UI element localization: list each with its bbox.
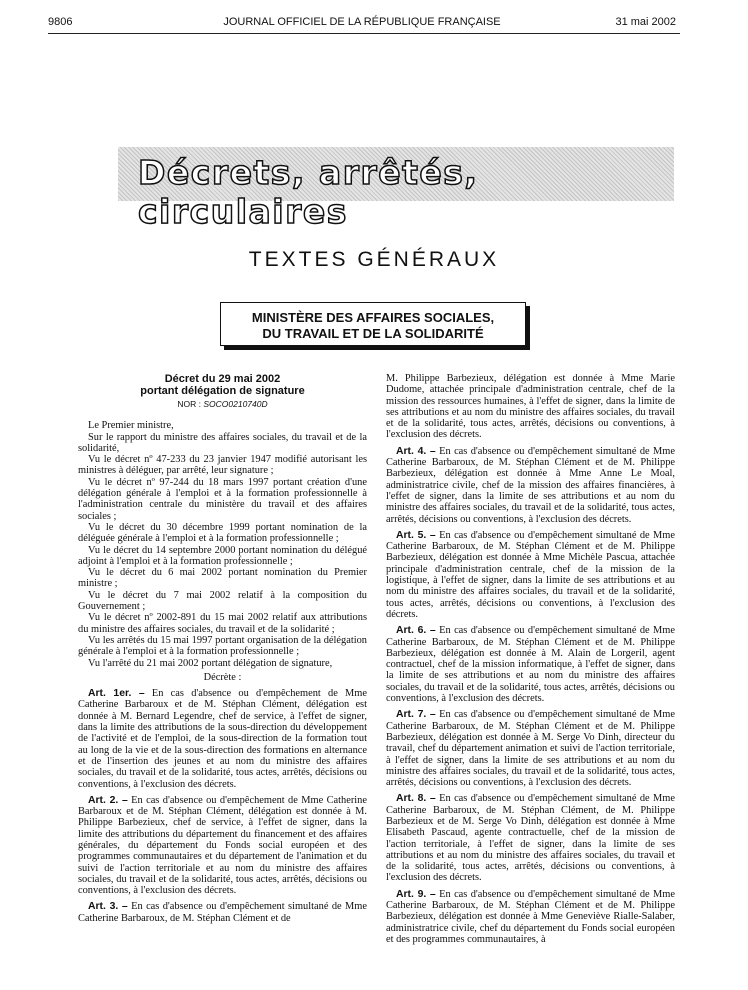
visa: Vu le décret nº 47-233 du 23 janvier 1947 modifié autorisant les ministres à déléguer, par arrêté, leur signature ; bbox=[78, 454, 367, 477]
article-text: En cas d'absence ou d'empêchement de Mme Catherine Barbaroux et de M. Stéphan Clément, délégation est donnée à M. Philippe Barbezieux, chef de service, à l'effet de signer, dans la limite des attributions du département du financement et des affaires générales, du département du Fonds social européen et des programmes communautaires et du département de l'animation et du suivi de l'action territoriale et au nom du ministre des affaires sociales, du travail et de la solidarité, tous actes, arrêtés, décisions ou conventions, à l'exclusion des décrets. bbox=[78, 794, 367, 897]
decrete: Décrète : bbox=[203, 671, 242, 683]
article-text: En cas d'absence ou d'empêchement simultané de Mme Catherine Barbaroux, de M. Stéphan Clément et de M. Philippe Barbezieux, délégation est donnée à Mme Michèle Pascua, attachée principale d'administration centrale, chef de la mission de la logistique, à l'effet de signer, dans la limite de ses attributions et au nom du ministre des affaires sociales, du travail et de la solidarité, tous actes, arrêtés, décisions ou conventions, à l'exclusion des décrets. bbox=[386, 529, 675, 620]
section-heading: TEXTES GÉNÉRAUX bbox=[248, 248, 500, 271]
decree-subtitle: portant délégation de signature bbox=[140, 385, 305, 397]
article-label: Art. 4. – bbox=[396, 445, 436, 457]
right-column bbox=[386, 373, 675, 945]
nor-code: SOCO0210740D bbox=[203, 399, 268, 409]
visa: Vu le décret du 7 mai 2002 relatif à la composition du Gouvernement ; bbox=[78, 589, 367, 613]
article-label: Art. 2. – bbox=[88, 794, 128, 806]
left-column bbox=[78, 373, 367, 924]
article-label: Art. 9. – bbox=[396, 888, 436, 900]
article bbox=[386, 793, 675, 883]
article-text: En cas d'absence ou d'empêchement simultané de Mme Catherine Barbaroux, de M. Stéphan Clément et de M. Philippe Barbezieux, délégation est donnée à Mme Anne Le Moal, administratrice civile, chef de la mission des affaires financières, à l'effet de signer, dans la limite de ses attributions et au nom du ministre des affaires sociales, du travail et de la solidarité, tous actes, arrêtés, décisions ou conventions, à l'exclusion des décrets. bbox=[386, 445, 675, 525]
article-text: En cas d'absence ou d'empêchement de Mme Catherine Barbaroux et de M. Stéphan Clément, délégation est donnée à M. Bernard Legendre, chef de service, à l'effet de signer, dans la limite des attributions de la sous-direction du développement de l'activité et de l'emploi, de la sous-direction de la formation tout au long de la vie et de la sous-direction des formations en alternance et de l'insertion des jeunes et au nom du ministre des affaires sociales, du travail et de la solidarité, tous actes, arrêtés, décisions ou conventions, à l'exclusion des décrets. bbox=[78, 688, 367, 790]
article-text: En cas d'absence ou d'empêchement simultané de Mme Catherine Barbaroux, de M. Stéphan Clément et de M. Philippe Barbezieux, délégation est donnée à M. Alain de Lorgeril, agent contractuel, chef de la mission informatique, à l'effet de signer, dans la limite de ses attributions et au nom du ministre des affaires sociales, du travail et de la solidarité, tous actes, arrêtés, décisions ou conventions, à l'exclusion des décrets. bbox=[386, 625, 675, 705]
article-text: En cas d'absence ou d'empêchement simultané de Mme Catherine Barbaroux, de M. Stéphan Clément et de M. Philippe Barbezieux, délégation est donnée à M. Serge Vo Dinh, directeur du travail, chef du département animation et suivi de l'action territoriale, à l'effet de signer, dans la limite de ses attributions et au nom du ministre des affaires sociales, du travail et de la solidarité, tous actes, arrêtés, décisions ou conventions, à l'exclusion des décrets. bbox=[386, 709, 675, 789]
article-text: En cas d'absence ou d'empêchement simultané de Mme Catherine Barbaroux, de M. Stéphan Clément, de M. Philippe Barbezieux et de M. Serge Vo Dinh, délégation est donnée à Mme Elisabeth Pascaud, agente contractuelle, chef de la mission de l'action territoriale, à l'effet de signer, dans la limite de ses attributions et au nom du ministre des affaires sociales, du travail et de la solidarité, tous actes, arrêtés, décisions ou conventions, à l'exclusion des décrets. bbox=[386, 793, 675, 884]
journal-title: JOURNAL OFFICIEL DE LA RÉPUBLIQUE FRANÇAISE bbox=[223, 16, 501, 28]
article bbox=[386, 446, 675, 525]
article-label: Art. 1er. – bbox=[88, 688, 145, 700]
section-banner bbox=[118, 147, 674, 231]
article bbox=[386, 709, 675, 788]
article bbox=[386, 625, 675, 704]
ministry-box bbox=[220, 302, 526, 346]
ministry-line-2: DU TRAVAIL ET DE LA SOLIDARITÉ bbox=[262, 326, 484, 341]
banner-title: Décrets, arrêtés, circulaires bbox=[138, 153, 479, 231]
issue-date: 31 mai 2002 bbox=[615, 16, 676, 28]
article bbox=[78, 688, 367, 790]
nor-label: NOR : bbox=[177, 399, 201, 409]
page-number: 9806 bbox=[48, 16, 73, 28]
article-label: Art. 6. – bbox=[396, 625, 436, 637]
visa: Vu le décret du 14 septembre 2000 portant nomination du délégué adjoint à l'emploi et à la formation professionnelle ; bbox=[78, 544, 367, 567]
article bbox=[78, 795, 367, 897]
article-label: Art. 5. – bbox=[396, 529, 436, 541]
visa: Vu le décret nº 97-244 du 18 mars 1997 portant création d'une délégation générale à l'emploi et à la formation professionnelle à l'administration centrale du ministère du travail et des affaires sociales ; bbox=[78, 476, 367, 522]
article-label: Art. 8. – bbox=[396, 793, 436, 805]
visa: Vu le décret nº 2002-891 du 15 mai 2002 relatif aux attributions du ministre des affaires sociales, du travail et de la solidarité ; bbox=[78, 612, 367, 635]
article-label: Art. 7. – bbox=[396, 709, 436, 721]
visa: Sur le rapport du ministre des affaires sociales, du travail et de la solidarité, bbox=[78, 431, 367, 454]
ministry-line-1: MINISTÈRE DES AFFAIRES SOCIALES, bbox=[251, 310, 495, 325]
visa: Vu le décret du 6 mai 2002 portant nomination du Premier ministre ; bbox=[78, 567, 367, 590]
page-header bbox=[48, 16, 676, 30]
article-text: En cas d'absence ou d'empêchement simultané de Mme Catherine Barbaroux, de M. Stéphan Clément et de M. Philippe Barbezieux, délégation est donnée à Mme Geneviève Rialle-Salaber, administratrice civile, chef du département du Fonds social européen et des programmes communautaires, à bbox=[386, 888, 675, 945]
visa: Vu le décret du 30 décembre 1999 portant nomination de la déléguée générale à l'emploi et à la formation professionnelle ; bbox=[78, 521, 367, 545]
article-continuation: M. Philippe Barbezieux, délégation est donnée à Mme Marie Dudome, attachée principale d'administration centrale, chef de la mission des ressources humaines, à l'effet de signer, dans la limite de ses attributions et au nom du ministre des affaires sociales, du travail et de la solidarité, tous actes, arrêtés, décisions ou conventions, à l'exclusion des décrets. bbox=[386, 373, 675, 441]
article bbox=[78, 901, 367, 924]
header-rule bbox=[48, 33, 680, 34]
visa: Le Premier ministre, bbox=[88, 420, 174, 432]
article bbox=[386, 889, 675, 945]
nor-reference bbox=[78, 399, 367, 410]
article bbox=[386, 530, 675, 620]
article-label: Art. 3. – bbox=[88, 901, 128, 913]
article-text: En cas d'absence ou d'empêchement simultané de Mme Catherine Barbaroux, de M. Stéphan Clément et de bbox=[78, 901, 367, 924]
visa: Vu les arrêtés du 15 mai 1997 portant organisation de la délégation générale à l'emploi et à la formation professionnelle ; bbox=[78, 634, 367, 658]
visa: Vu l'arrêté du 21 mai 2002 portant délégation de signature, bbox=[88, 657, 333, 669]
decree-title: Décret du 29 mai 2002 bbox=[164, 373, 281, 385]
